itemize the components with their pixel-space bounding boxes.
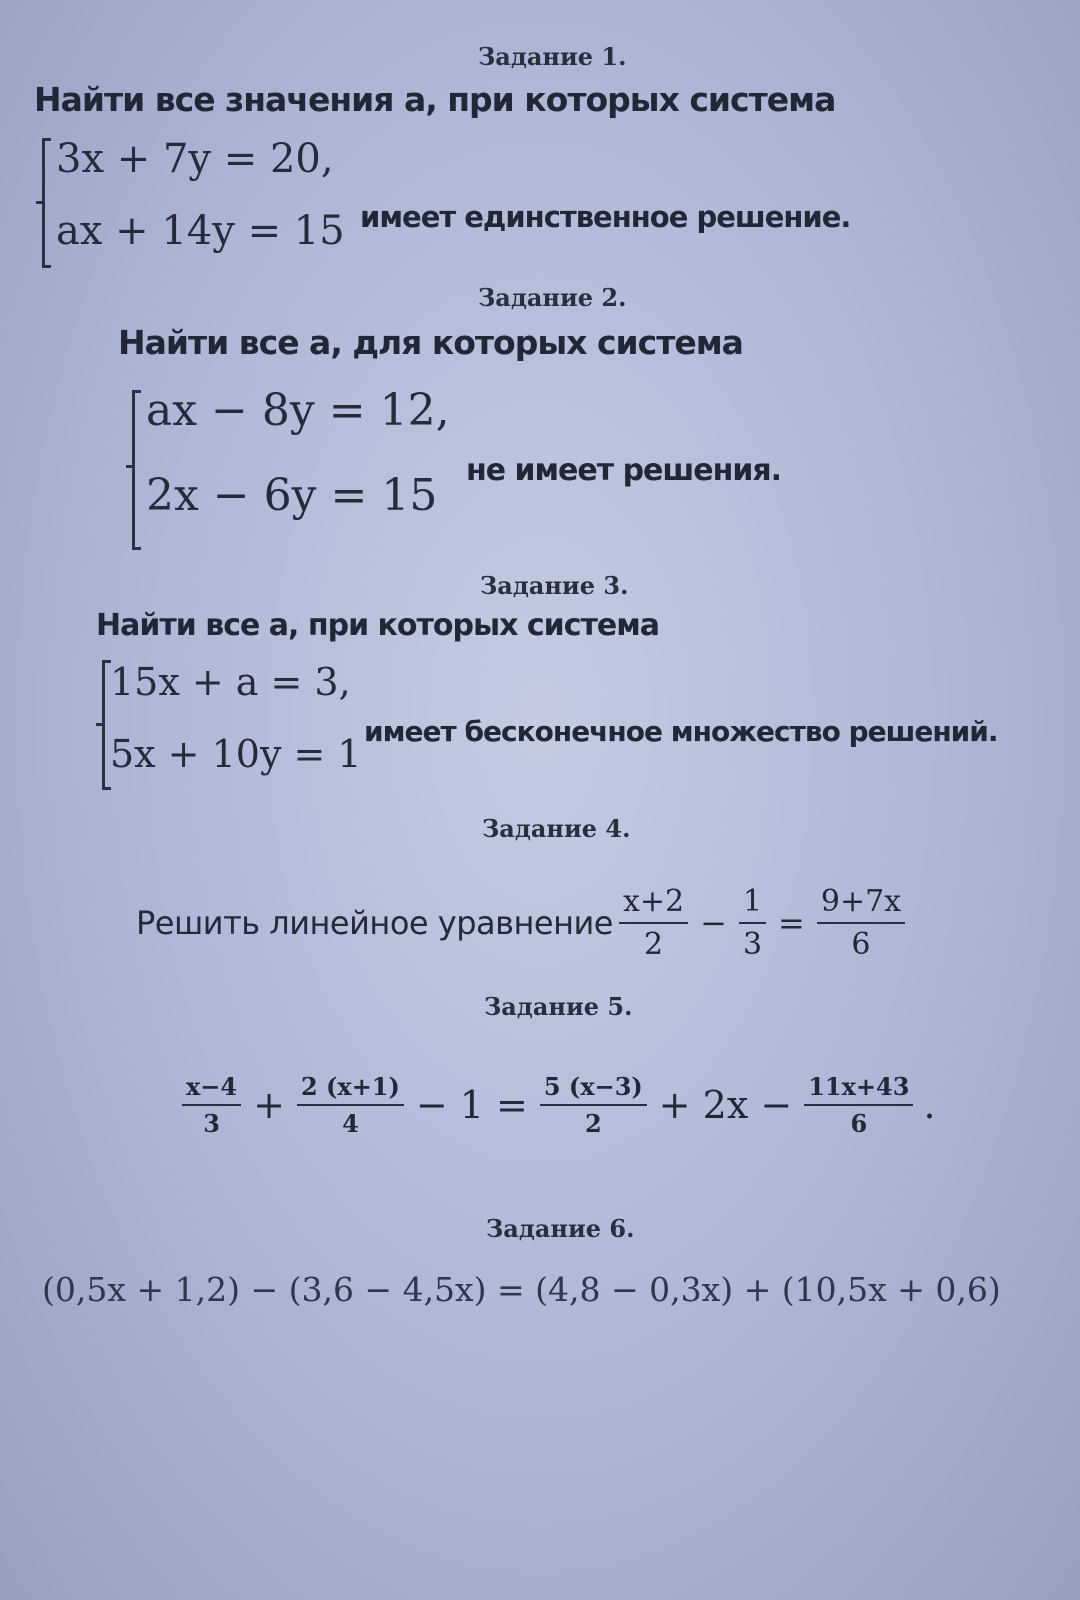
task-2-equation-1: ax − 8y = 12, <box>146 385 450 436</box>
task-1-brace-tip <box>36 201 44 204</box>
fraction-numerator: 1 <box>739 884 766 924</box>
minus-sign: − <box>700 904 727 942</box>
task-5-heading: Задание 5. <box>484 992 633 1021</box>
task-5-fraction-2 <box>297 1072 404 1138</box>
minus-one-equals: − 1 = <box>415 1083 528 1127</box>
task-4-heading: Задание 4. <box>482 814 631 843</box>
task-1-heading: Задание 1. <box>478 42 627 71</box>
fraction-numerator: 5 (x−3) <box>540 1072 647 1106</box>
fraction-denominator: 2 <box>584 1109 602 1138</box>
task-1-equation-1: 3x + 7y = 20, <box>56 136 334 182</box>
period: . <box>923 1083 936 1127</box>
task-5-fraction-1 <box>182 1072 241 1138</box>
task-4-fraction-2 <box>739 884 766 962</box>
task-3-condition: имеет бесконечное множество решений. <box>364 715 998 748</box>
task-2-condition: не имеет решения. <box>466 453 782 488</box>
plus-sign: + <box>253 1083 285 1127</box>
task-3-prompt: Найти все a, при которых система <box>96 608 659 643</box>
task-5-fraction-3 <box>540 1072 647 1138</box>
task-6-equation: (0,5x + 1,2) − (3,6 − 4,5x) = (4,8 − 0,3x) + (10,5x + 0,6) <box>42 1270 1001 1309</box>
fraction-denominator: 3 <box>203 1109 220 1138</box>
task-4-fraction-3 <box>817 884 905 962</box>
task-3-equation-1: 15x + a = 3, <box>110 660 351 704</box>
task-4-prompt: Решить линейное уравнение <box>136 904 613 942</box>
fraction-denominator: 6 <box>851 927 871 962</box>
task-6-heading: Задание 6. <box>486 1214 635 1243</box>
fraction-numerator: 9+7x <box>817 884 905 924</box>
fraction-denominator: 2 <box>644 927 664 962</box>
task-2-equation-2: 2x − 6y = 15 <box>146 470 438 521</box>
fraction-numerator: x+2 <box>619 884 688 924</box>
task-3-heading: Задание 3. <box>480 571 629 600</box>
task-5-equation <box>176 1072 936 1138</box>
fraction-numerator: x−4 <box>182 1072 241 1106</box>
equals-sign: = <box>778 904 805 942</box>
task-5-fraction-4 <box>804 1072 913 1138</box>
fraction-denominator: 3 <box>742 927 763 962</box>
task-1-condition: имеет единственное решение. <box>360 200 851 234</box>
task-4-equation <box>136 884 911 962</box>
task-2-heading: Задание 2. <box>478 283 627 312</box>
task-1-prompt: Найти все значения a, при которых система <box>34 80 836 119</box>
fraction-numerator: 11x+43 <box>804 1072 913 1106</box>
plus-2x-minus: + 2x − <box>658 1083 793 1127</box>
task-3-brace-tip <box>96 723 104 726</box>
fraction-numerator: 2 (x+1) <box>297 1072 404 1106</box>
task-4-fraction-1 <box>619 884 688 962</box>
task-2-brace-tip <box>126 465 134 468</box>
fraction-denominator: 4 <box>342 1109 359 1138</box>
task-2-prompt: Найти все a, для которых система <box>118 323 743 362</box>
fraction-denominator: 6 <box>850 1109 868 1138</box>
task-3-equation-2: 5x + 10y = 1 <box>110 732 362 776</box>
task-1-equation-2: ax + 14y = 15 <box>56 208 345 254</box>
task-2-brace <box>132 392 135 548</box>
